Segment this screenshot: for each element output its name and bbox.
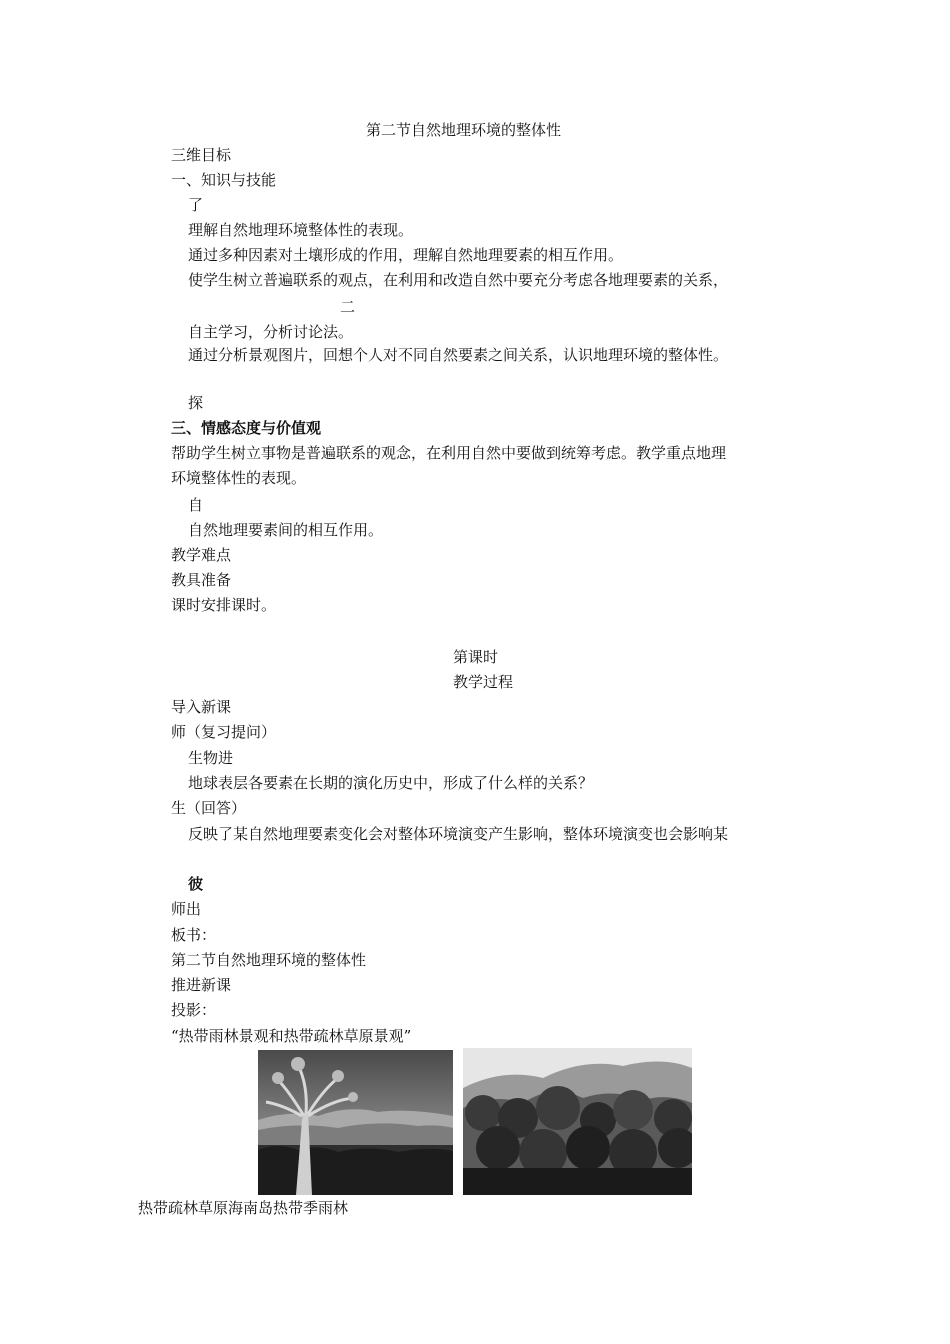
process-item: 探 (188, 394, 204, 412)
schedule-text: 课时安排课时。 (171, 596, 277, 614)
process-item: 自主学习，分析讨论法。 (188, 323, 354, 341)
focus-item: 自 (188, 496, 204, 514)
student-answer: 反映了某自然地理要素变化会对整体环境演变产生影响，整体环境演变也会影响某 (188, 825, 729, 843)
projection-label: 投影： (171, 1001, 217, 1019)
knowledge-item: 通过多种因素对土壤形成的作用，理解自然地理要素的相互作用。 (188, 246, 624, 264)
focus-item: 自然地理要素间的相互作用。 (188, 521, 384, 539)
difficulty-heading: 教学难点 (171, 546, 232, 564)
attitude-text: 环境整体性的表现。 (171, 469, 307, 487)
teacher-question: 师（复习提问） (171, 723, 277, 741)
teacher-question-line: 生物进 (188, 749, 234, 767)
bi-text: 彼 (188, 875, 204, 893)
student-label: 生（回答） (171, 799, 247, 817)
process-item: 通过分析景观图片，回想个人对不同自然要素之间关系，认识地理环境的整体性。 (188, 346, 729, 364)
attitude-text: 帮助学生树立事物是普遍联系的观念，在利用自然中要做到统筹考虑。教学重点地理 (171, 444, 727, 462)
process-heading: 二 (340, 298, 356, 316)
savanna-photo (258, 1050, 453, 1195)
board-title: 第二节自然地理环境的整体性 (171, 951, 367, 969)
process-title: 教学过程 (453, 673, 514, 691)
attitude-heading: 三、情感态度与价值观 (171, 419, 322, 437)
document-title: 第二节自然地理环境的整体性 (366, 121, 562, 139)
knowledge-item: 使学生树立普遍联系的观点，在利用和改造自然中要充分考虑各地理要素的关系， (188, 271, 729, 289)
lesson-title: 第课时 (453, 648, 499, 666)
photo-caption: 热带疏林草原海南岛热带季雨林 (138, 1199, 349, 1217)
new-lesson-heading: 推进新课 (171, 976, 232, 994)
goals-heading: 三维目标 (171, 146, 232, 164)
board-label: 板书： (171, 926, 217, 944)
teacher-out: 师出 (171, 900, 202, 918)
teacher-question-line: 地球表层各要素在长期的演化历史中，形成了什么样的关系？ (188, 774, 594, 792)
rainforest-photo (463, 1048, 692, 1195)
knowledge-item: 理解自然地理环境整体性的表现。 (188, 221, 414, 239)
knowledge-heading: 一、知识与技能 (171, 171, 277, 189)
intro-heading: 导入新课 (171, 698, 232, 716)
materials-heading: 教具准备 (171, 571, 232, 589)
projection-title: “热带雨林景观和热带疏林草原景观” (171, 1027, 412, 1045)
knowledge-item: 了 (188, 196, 204, 214)
